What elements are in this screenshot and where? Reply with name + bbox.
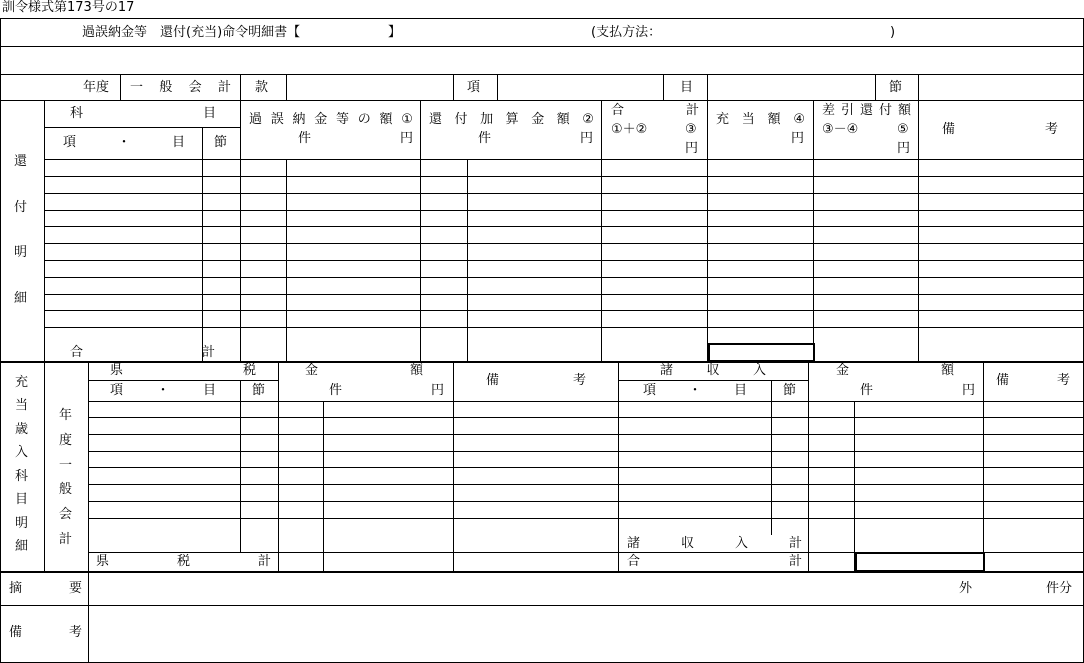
- kou-field[interactable]: [498, 76, 663, 100]
- kenbun-count-field[interactable]: [975, 573, 1045, 605]
- col3-en: 円: [685, 141, 699, 156]
- grid-line: [918, 100, 919, 362]
- grid-line: [453, 74, 454, 101]
- col3-formula: ①＋②: [611, 122, 648, 137]
- grid-line: [240, 100, 241, 362]
- grid-line: [618, 380, 809, 381]
- payment-method-close: ): [890, 25, 896, 40]
- shoshunyu-kou-moku-header: 項 ・ 目: [643, 383, 747, 398]
- grid-line: [88, 451, 1084, 452]
- grid-line: [44, 226, 1084, 227]
- title-field[interactable]: [340, 20, 386, 44]
- grid-line: [0, 74, 1084, 75]
- grid-line: [88, 501, 1084, 502]
- setsu-header: 節: [214, 135, 228, 150]
- blank-row-field[interactable]: [2, 48, 1082, 74]
- grid-line: [854, 401, 855, 572]
- kaikei-label: 一 般 会 計: [130, 80, 231, 95]
- revenue-side-label: 充 当 歳 入 科 目 明 細: [15, 375, 29, 554]
- col2-header: 還 付 加 算 金 額 ②: [429, 112, 594, 127]
- grid-line: [707, 100, 708, 362]
- col2-ken: 件: [478, 131, 492, 146]
- grid-line: [88, 571, 89, 663]
- grand-total-label: 合 計: [627, 554, 802, 569]
- kenzei-kou-moku-header: 項 ・ 目: [110, 383, 216, 398]
- grid-line: [44, 176, 1084, 177]
- grid-line: [44, 327, 1084, 328]
- grid-line: [120, 74, 121, 101]
- setsu-label: 節: [889, 80, 903, 95]
- grid-line: [0, 18, 1084, 19]
- grid-line: [44, 361, 45, 572]
- col2-en: 円: [580, 131, 594, 146]
- col4-en: 円: [791, 131, 805, 146]
- shoshunyu-total-label: 諸 収 入 計: [627, 536, 802, 551]
- payment-method-field[interactable]: [680, 20, 885, 44]
- grid-line: [88, 467, 1084, 468]
- kou-label: 項: [467, 80, 481, 95]
- kamoku-header: 科 目: [70, 106, 216, 121]
- shoshunyu-ken: 件: [860, 383, 874, 398]
- grid-line: [0, 605, 1084, 606]
- col5-num: ⑤: [897, 122, 909, 137]
- col3-header: 合 計: [611, 103, 699, 118]
- gai-label: 外: [959, 581, 973, 596]
- col5-header: 差 引 還 付 額: [822, 103, 911, 118]
- grid-line: [88, 380, 279, 381]
- footer-bikou-label: 備 考: [9, 625, 82, 640]
- grid-line: [0, 18, 1, 663]
- kenbun-label: 件分: [1046, 581, 1073, 596]
- grid-line: [44, 100, 45, 362]
- grid-line: [44, 310, 1084, 311]
- kenzei-en: 円: [431, 383, 445, 398]
- kenzei-setsu-header: 節: [252, 383, 266, 398]
- col1-ken: 件: [298, 131, 312, 146]
- grid-line: [88, 518, 1084, 519]
- footer-bikou-field[interactable]: [90, 607, 1082, 661]
- grid-line: [44, 193, 1084, 194]
- grid-line: [44, 210, 1084, 211]
- setsu-field[interactable]: [919, 76, 1082, 100]
- grid-line: [240, 74, 241, 101]
- col3-num: ③: [685, 122, 697, 137]
- kenzei-header: 県 税: [110, 363, 256, 378]
- col1-header: 過 誤 納 金 等 の 額 ①: [249, 112, 413, 127]
- col4-header: 充 当 額 ④: [716, 112, 805, 127]
- kenzei-total-label: 県 税 計: [96, 554, 271, 569]
- form-title: 過誤納金等 還付(充当)命令明細書【: [82, 25, 301, 40]
- grid-line: [771, 380, 772, 535]
- grid-line: [0, 100, 1084, 101]
- grid-line: [813, 100, 814, 362]
- grid-line: [323, 401, 324, 572]
- shoshunyu-kingaku-header: 金 額: [836, 363, 954, 378]
- grid-line: [88, 417, 1084, 418]
- grand-total-highlight[interactable]: [855, 552, 985, 572]
- form-title-close: 】: [388, 25, 402, 40]
- grid-line: [88, 434, 1084, 435]
- nendo-label: 年度: [83, 80, 110, 95]
- moku-label: 目: [680, 80, 694, 95]
- tekiyou-label: 摘 要: [9, 581, 82, 596]
- grid-line: [88, 401, 1084, 402]
- refund-total-highlight[interactable]: [708, 343, 815, 362]
- kenzei-bikou-header: 備 考: [486, 373, 586, 388]
- grid-line: [44, 294, 1084, 295]
- col1-en: 円: [400, 131, 414, 146]
- payment-method-label: (支払方法：: [591, 25, 662, 40]
- moku-field[interactable]: [708, 76, 875, 100]
- grid-line: [44, 127, 241, 128]
- shoshunyu-setsu-header: 節: [783, 383, 797, 398]
- shoshunyu-bikou-header: 備 考: [996, 373, 1070, 388]
- kan-label: 款: [255, 80, 269, 95]
- kan-field[interactable]: [287, 76, 452, 100]
- grid-line: [44, 260, 1084, 261]
- kou-moku-header: 項 ・ 目: [63, 135, 185, 150]
- grid-line: [420, 100, 421, 362]
- col5-formula: ③－④: [822, 122, 859, 137]
- refund-total-label: 合 計: [70, 345, 215, 360]
- grid-line: [0, 46, 1084, 47]
- refund-bikou-header: 備 考: [942, 122, 1058, 137]
- grid-line: [0, 361, 1084, 363]
- col5-en: 円: [897, 141, 911, 156]
- grid-line: [44, 243, 1084, 244]
- grid-line: [663, 74, 664, 101]
- kenzei-ken: 件: [329, 383, 343, 398]
- refund-side-label: 還 付 明 細: [14, 154, 28, 306]
- shoshunyu-en: 円: [962, 383, 976, 398]
- grid-line: [88, 484, 1084, 485]
- grid-line: [44, 159, 1084, 160]
- form-id: 訓令様式第173号の17: [2, 0, 135, 15]
- shoshunyu-header: 諸 収 入: [660, 363, 766, 378]
- grid-line: [44, 277, 1084, 278]
- revenue-year-label: 年 度 一 般 会 計: [59, 408, 73, 547]
- grid-line: [601, 100, 602, 362]
- tekiyou-field[interactable]: [90, 573, 950, 605]
- kenzei-kingaku-header: 金 額: [305, 363, 423, 378]
- grid-line: [875, 74, 876, 101]
